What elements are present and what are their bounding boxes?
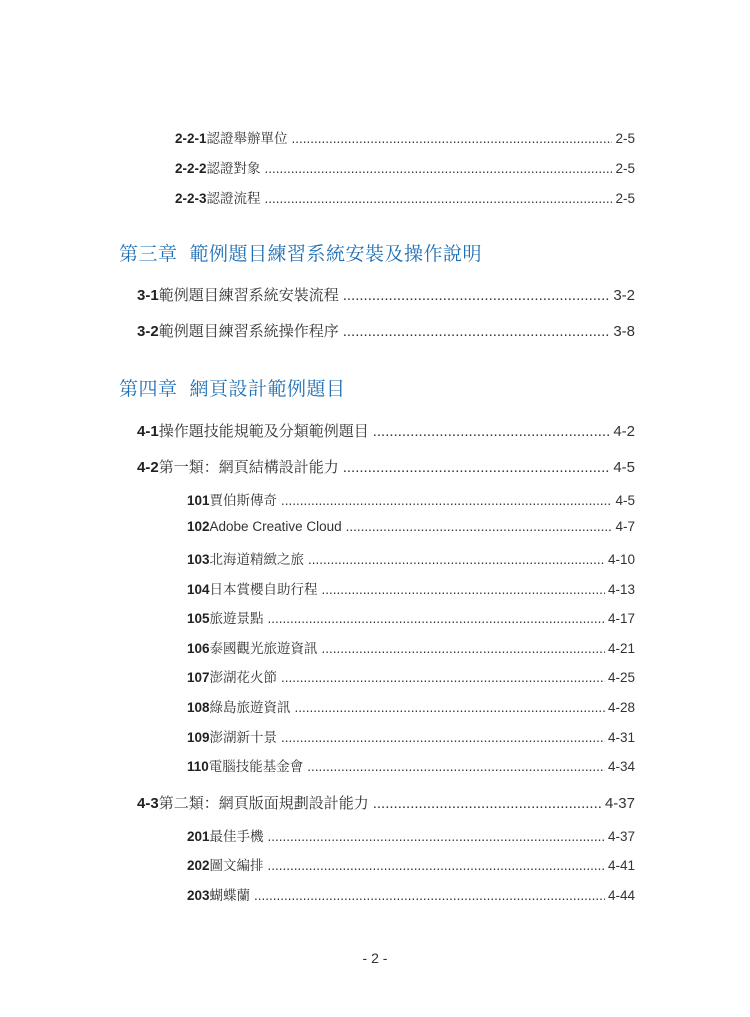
dot-leader [343, 459, 611, 476]
toc-entry [187, 666, 635, 686]
entry-page: 4-5 [615, 493, 635, 508]
entry-page: 4-25 [607, 670, 635, 685]
section-page: 4-5 [613, 459, 635, 476]
section-page: 4-2 [613, 423, 635, 440]
dot-leader [322, 641, 605, 656]
entry-page: 2-5 [615, 191, 635, 206]
dot-leader [265, 191, 613, 206]
entry-title: 澎湖新十景 [209, 730, 278, 745]
toc-section [137, 456, 635, 477]
page-number: - 2 - [362, 950, 388, 966]
section-number: 3-2 [137, 323, 159, 340]
chapter-label: 第四章 [119, 379, 178, 400]
entry-page: 2-5 [615, 161, 635, 176]
section-number: 4-2 [137, 459, 159, 476]
toc-entry [175, 187, 635, 207]
dot-leader [373, 423, 611, 440]
entry-number: 2-2-2 [175, 161, 207, 176]
toc-entry [187, 755, 635, 775]
toc-section [137, 420, 635, 441]
entry-page: 2-5 [615, 131, 635, 146]
dot-leader [281, 730, 605, 745]
chapter-heading [119, 239, 482, 266]
toc-entry [187, 854, 635, 874]
entry-page: 4-44 [607, 888, 635, 903]
entry-number: 110 [187, 759, 209, 774]
dot-leader [268, 829, 605, 844]
entry-page: 4-7 [615, 519, 635, 534]
entry-page: 4-21 [607, 641, 635, 656]
section-title: 範例題目練習系統安裝流程 [158, 287, 339, 304]
entry-title: 圖文編排 [209, 858, 264, 873]
section-title: 第一類：網頁結構設計能力 [158, 459, 339, 476]
entry-number: 201 [187, 829, 210, 844]
toc-entry [187, 726, 635, 746]
entry-number: 103 [187, 552, 210, 567]
entry-title: 認證對象 [206, 161, 261, 176]
dot-leader [281, 493, 612, 508]
dot-leader [268, 611, 605, 626]
chapter-title: 範例題目練習系統安裝及操作說明 [189, 244, 483, 265]
entry-number: 202 [187, 858, 210, 873]
section-page: 3-2 [613, 287, 635, 304]
dot-leader [373, 795, 602, 812]
entry-title: 泰國觀光旅遊資訊 [209, 641, 318, 656]
section-number: 4-1 [137, 423, 159, 440]
entry-number: 101 [187, 493, 210, 508]
entry-title: 賈伯斯傳奇 [209, 493, 278, 508]
entry-title: 旅遊景點 [209, 611, 264, 626]
entry-number: 105 [187, 611, 210, 626]
entry-title: 蝴蝶蘭 [209, 888, 251, 903]
section-title: 第二類：網頁版面規劃設計能力 [158, 795, 369, 812]
entry-number: 2-2-3 [175, 191, 207, 206]
section-number: 3-1 [137, 287, 159, 304]
section-page: 4-37 [604, 795, 635, 812]
entry-page: 4-41 [607, 858, 635, 873]
toc-entry [187, 637, 635, 657]
entry-page: 4-28 [607, 700, 635, 715]
dot-leader [281, 670, 605, 685]
entry-title: 北海道精緻之旅 [209, 552, 305, 567]
entry-title: 電腦技能基金會 [208, 759, 304, 774]
chapter-heading [119, 374, 346, 401]
toc-entry [175, 127, 635, 147]
dot-leader [343, 323, 611, 340]
section-number: 4-3 [137, 795, 159, 812]
toc-entry [187, 489, 635, 509]
entry-title: 認證流程 [206, 191, 261, 206]
entry-number: 107 [187, 670, 210, 685]
toc-entry [187, 825, 635, 845]
entry-number: 108 [187, 700, 210, 715]
chapter-title: 網頁設計範例題目 [189, 379, 346, 400]
dot-leader [265, 161, 613, 176]
entry-number: 203 [187, 888, 210, 903]
entry-title: Adobe Creative Cloud [209, 519, 342, 534]
toc-entry [187, 519, 635, 534]
dot-leader [268, 858, 605, 873]
section-page: 3-8 [613, 323, 635, 340]
dot-leader [308, 552, 605, 567]
dot-leader [292, 131, 613, 146]
toc-entry [187, 607, 635, 627]
chapter-label: 第三章 [119, 244, 178, 265]
toc-entry [187, 548, 635, 568]
entry-page: 4-37 [607, 829, 635, 844]
entry-title: 認證舉辦單位 [206, 131, 288, 146]
entry-number: 106 [187, 641, 210, 656]
entry-number: 2-2-1 [175, 131, 207, 146]
entry-number: 104 [187, 582, 210, 597]
section-title: 操作題技能規範及分類範例題目 [158, 423, 369, 440]
dot-leader [343, 287, 611, 304]
entry-page: 4-10 [607, 552, 635, 567]
dot-leader [254, 888, 605, 903]
dot-leader [307, 759, 605, 774]
section-title: 範例題目練習系統操作程序 [158, 323, 339, 340]
entry-title: 澎湖花火節 [209, 670, 278, 685]
entry-page: 4-13 [607, 582, 635, 597]
toc-section [137, 284, 635, 305]
entry-number: 102 [187, 519, 210, 534]
dot-leader [322, 582, 605, 597]
toc-entry [187, 696, 635, 716]
dot-leader [295, 700, 605, 715]
entry-number: 109 [187, 730, 210, 745]
toc-section [137, 792, 635, 813]
entry-page: 4-31 [607, 730, 635, 745]
toc-entry [175, 157, 635, 177]
toc-entry [187, 884, 635, 904]
toc-entry [187, 578, 635, 598]
toc-section [137, 320, 635, 341]
entry-title: 日本賞櫻自助行程 [209, 582, 318, 597]
entry-page: 4-17 [607, 611, 635, 626]
entry-page: 4-34 [607, 759, 635, 774]
dot-leader [346, 519, 613, 534]
entry-title: 綠島旅遊資訊 [209, 700, 291, 715]
entry-title: 最佳手機 [209, 829, 264, 844]
